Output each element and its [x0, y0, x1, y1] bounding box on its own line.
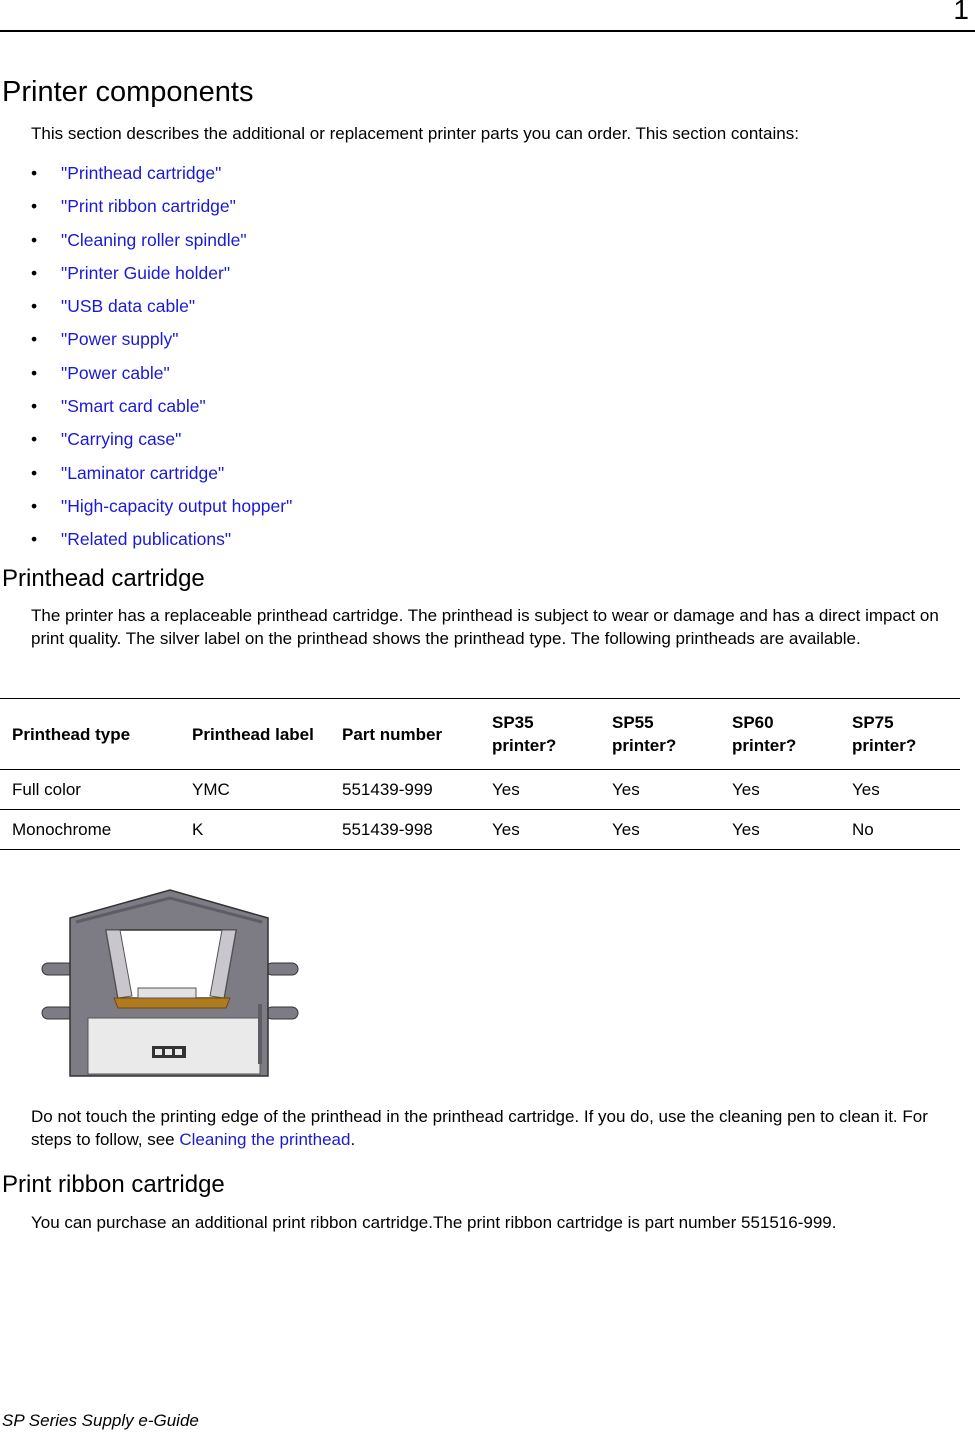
section-intro: This section describes the additional or replacement printer parts you can order. This section contains:	[31, 124, 799, 143]
column-header: SP75 printer?	[852, 713, 917, 755]
toc-link[interactable]: "High-capacity output hopper"	[61, 495, 293, 516]
table-cell: Yes	[732, 779, 760, 799]
column-header: Part number	[342, 724, 443, 744]
bullet: •	[31, 163, 38, 183]
page-title: Printer components	[2, 76, 254, 108]
toc-link[interactable]: "Power cable"	[61, 362, 170, 383]
toc-link[interactable]: "Laminator cartridge"	[61, 462, 225, 483]
list-item	[31, 230, 292, 263]
list-item	[31, 263, 292, 296]
toc-link[interactable]: "Smart card cable"	[61, 396, 206, 417]
table-cell: Yes	[612, 779, 640, 799]
column-header: SP35 printer?	[492, 713, 557, 755]
bullet: •	[31, 462, 38, 483]
bullet: •	[31, 529, 38, 550]
header-rule	[0, 30, 975, 32]
toc-link[interactable]: "Carrying case"	[61, 429, 182, 450]
bullet: •	[31, 196, 38, 217]
column-header: SP55 printer?	[612, 713, 677, 755]
table-cell: 551439-998	[342, 819, 433, 839]
toc-link[interactable]: "Related publications"	[61, 529, 232, 550]
table-cell: Yes	[612, 819, 640, 839]
list-item	[31, 463, 292, 496]
printhead-description: The printer has a replaceable printhead cartridge. The printhead is subject to wear or damage and has a direct impact on print quality. The silver label on the printhead shows the printhead type. The following printheads are available.	[31, 606, 939, 648]
section-contents-list	[31, 163, 292, 563]
toc-link[interactable]: "USB data cable"	[61, 296, 196, 317]
table-row	[0, 810, 960, 850]
table-cell: K	[192, 819, 204, 839]
toc-link[interactable]: "Printhead cartridge"	[61, 163, 222, 183]
note-end: .	[350, 1130, 356, 1149]
list-item	[31, 363, 292, 396]
bullet: •	[31, 362, 38, 383]
list-item	[31, 429, 292, 462]
list-item	[31, 496, 292, 529]
cleaning-printhead-link[interactable]: Cleaning the printhead	[179, 1130, 351, 1149]
list-item	[31, 296, 292, 329]
list-item	[31, 196, 292, 229]
table-cell: 551439-999	[342, 779, 433, 799]
bullet: •	[31, 329, 38, 350]
table-cell: Full color	[12, 779, 81, 799]
column-header: Printhead type	[12, 724, 131, 744]
table-cell: Yes	[492, 819, 520, 839]
ribbon-description: You can purchase an additional print ribbon cartridge.The print ribbon cartridge is part number 551516-999.	[31, 1213, 837, 1232]
table-row	[0, 770, 960, 810]
bullet: •	[31, 229, 38, 250]
printhead-table	[0, 698, 960, 850]
note-text: Do not touch the printing edge of the printhead in the printhead cartridge. If you do, use the cleaning pen to clean it. For steps to follow, see	[31, 1107, 928, 1149]
list-item	[31, 396, 292, 429]
table-cell: Yes	[492, 779, 520, 799]
table-cell: Yes	[852, 779, 880, 799]
bullet: •	[31, 262, 38, 283]
list-item	[31, 329, 292, 362]
table-header-row	[0, 699, 960, 770]
bullet: •	[31, 296, 38, 317]
page-number: 1	[953, 0, 969, 25]
toc-link[interactable]: "Cleaning roller spindle"	[61, 229, 247, 250]
bullet: •	[31, 429, 38, 450]
table-cell: No	[852, 819, 874, 839]
ribbon-heading: Print ribbon cartridge	[2, 1171, 225, 1198]
table-cell: YMC	[192, 779, 230, 799]
table-cell: Yes	[732, 819, 760, 839]
table-cell: Monochrome	[12, 819, 112, 839]
toc-link[interactable]: "Print ribbon cartridge"	[61, 196, 236, 217]
bullet: •	[31, 396, 38, 417]
list-item	[31, 163, 292, 196]
bullet: •	[31, 495, 38, 516]
column-header: SP60 printer?	[732, 713, 797, 755]
column-header: Printhead label	[192, 724, 314, 744]
list-item	[31, 529, 292, 562]
printhead-heading: Printhead cartridge	[2, 565, 205, 592]
toc-link[interactable]: "Power supply"	[61, 329, 179, 350]
footer-title: SP Series Supply e-Guide	[2, 1411, 199, 1430]
printhead-note	[31, 1105, 973, 1151]
toc-link[interactable]: "Printer Guide holder"	[61, 262, 231, 283]
printhead-cartridge-illustration	[40, 884, 300, 1080]
